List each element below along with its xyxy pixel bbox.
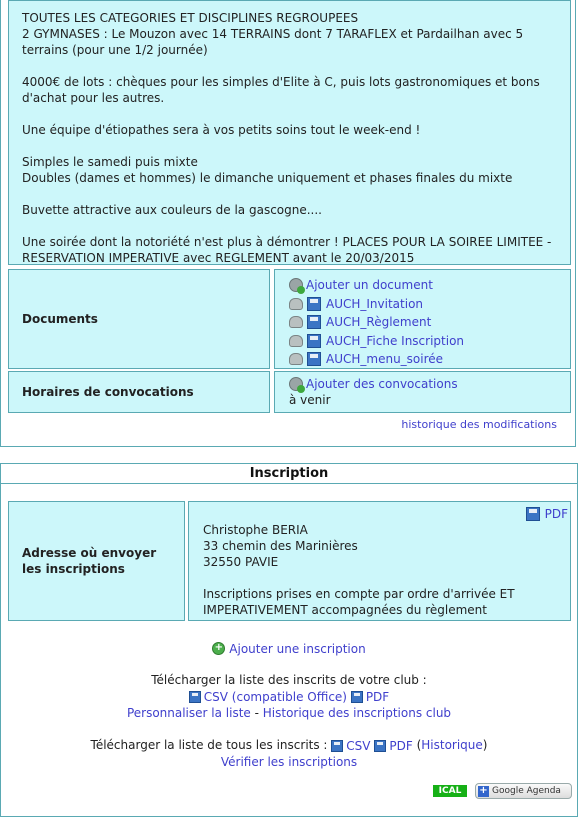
document-disk-icon[interactable] [307, 297, 321, 311]
plus-icon: + [479, 784, 488, 796]
inscription-title: Inscription [1, 464, 577, 484]
all-download-text: Télécharger la liste de tous les inscrits : [90, 738, 328, 752]
all-pdf-link[interactable]: PDF [389, 738, 413, 753]
description-line: Une soirée dont la notoriété n'est plus à démontrer ! PLACES POUR LA SOIREE LIMITEE - RESERVATION IMPERATIVE avec REGLEMENT avant le 20/03/2015 [22, 235, 552, 265]
customize-list-link[interactable]: Personnaliser la liste [126, 705, 251, 720]
club-download-section [1, 672, 577, 721]
all-csv-link[interactable]: CSV [346, 738, 371, 753]
document-link[interactable]: AUCH_Règlement [326, 315, 432, 329]
historique-link[interactable]: Historique [421, 738, 483, 752]
history-link[interactable]: historique des modifications [401, 418, 557, 431]
add-inscription-icon[interactable]: + [212, 642, 225, 655]
add-document-row[interactable] [289, 276, 570, 295]
address-pdf-label[interactable]: PDF [544, 507, 568, 521]
description-paragraph [22, 74, 557, 106]
inscription-note: Inscriptions prises en compte par ordre d'arrivée ET IMPERATIVEMENT accompagnées du règlement [203, 587, 515, 617]
document-item[interactable] [289, 295, 570, 314]
document-link[interactable]: AUCH_Fiche Inscription [326, 333, 465, 348]
description-paragraph [22, 202, 557, 218]
document-item[interactable] [289, 332, 570, 351]
documents-list [274, 269, 571, 369]
document-link[interactable]: AUCH_menu_soirée [326, 352, 444, 366]
description-paragraph [22, 234, 557, 266]
google-agenda-label: Google Agenda [492, 786, 561, 796]
verify-inscriptions-link[interactable]: Vérifier les inscriptions [220, 754, 358, 769]
description-line: Buvette attractive aux couleurs de la gascogne.... [22, 203, 322, 217]
pdf-disk-icon[interactable] [374, 740, 386, 752]
delete-document-icon[interactable] [289, 353, 303, 365]
add-inscription-row[interactable] [1, 640, 577, 657]
all-download-section [1, 737, 577, 770]
document-disk-icon[interactable] [307, 315, 321, 329]
add-document-link[interactable]: Ajouter un document [306, 278, 433, 292]
paren-close: ) [482, 738, 488, 752]
paren-open: ( [416, 738, 422, 752]
club-csv-link[interactable]: CSV (compatible Office) [203, 689, 347, 704]
delete-document-icon[interactable] [289, 298, 303, 310]
description-line: Une équipe d'étiopathes sera à vos petits soins tout le week-end ! [22, 123, 421, 137]
document-link[interactable]: AUCH_Invitation [326, 296, 424, 311]
delete-document-icon[interactable] [289, 335, 303, 347]
delete-document-icon[interactable] [289, 316, 303, 328]
add-convocations-row[interactable] [289, 376, 570, 392]
address-label-text: Adresse où envoyer les inscriptions [22, 546, 157, 576]
add-convocations-link[interactable]: Ajouter des convocations [306, 377, 458, 391]
add-document-icon[interactable] [289, 278, 303, 292]
add-convocations-icon[interactable] [289, 377, 303, 391]
separator-dash: - [250, 705, 263, 720]
inscription-panel [0, 463, 578, 817]
ical-button[interactable]: ICAL [433, 785, 467, 797]
club-download-text: Télécharger la liste des inscrits de votre club : [151, 673, 427, 687]
description-paragraph [22, 154, 557, 186]
documents-label [8, 269, 270, 369]
description-line: 2 GYMNASES : Le Mouzon avec 14 TERRAINS dont 7 TARAFLEX et Pardailhan avec 5 terrains (pour une 1/2 journée) [22, 27, 524, 57]
horaires-label [8, 371, 270, 413]
description-line: TOUTES LES CATEGORIES ET DISCIPLINES REGROUPEES [22, 11, 359, 25]
address-line-name: Christophe BERIA [203, 523, 308, 537]
description-line: Doubles (dames et hommes) le dimanche uniquement et phases finales du mixte [22, 171, 513, 185]
history-club-link[interactable]: Historique des inscriptions club [262, 705, 452, 720]
address-label [8, 501, 185, 621]
address-line-city: 32550 PAVIE [203, 555, 279, 569]
event-description [8, 0, 571, 265]
documents-label-text: Documents [22, 312, 98, 326]
pdf-disk-icon[interactable] [351, 691, 363, 703]
pdf-disk-icon[interactable] [526, 507, 540, 521]
add-inscription-link[interactable]: Ajouter une inscription [229, 641, 366, 656]
horaires-label-text: Horaires de convocations [22, 385, 194, 399]
csv-disk-icon[interactable] [331, 740, 343, 752]
description-paragraph [22, 122, 557, 138]
address-line-street: 33 chemin des Marinières [203, 539, 358, 553]
description-paragraph [22, 10, 557, 58]
document-item[interactable] [289, 313, 570, 332]
document-disk-icon[interactable] [307, 352, 321, 366]
google-agenda-button[interactable] [475, 783, 572, 799]
csv-disk-icon[interactable] [189, 691, 201, 703]
description-line: Simples le samedi puis mixte [22, 155, 198, 169]
document-disk-icon[interactable] [307, 334, 321, 348]
horaires-value: à venir [289, 393, 331, 407]
club-pdf-link[interactable]: PDF [365, 689, 390, 704]
address-block [203, 522, 570, 570]
horaires-cell [274, 371, 571, 413]
address-cell [188, 501, 571, 621]
address-pdf-link[interactable] [526, 506, 568, 522]
document-item[interactable] [289, 350, 570, 369]
description-line: 4000€ de lots : chèques pour les simples d'Elite à C, puis lots gastronomiques et bons d'achat pour les autres. [22, 75, 540, 105]
